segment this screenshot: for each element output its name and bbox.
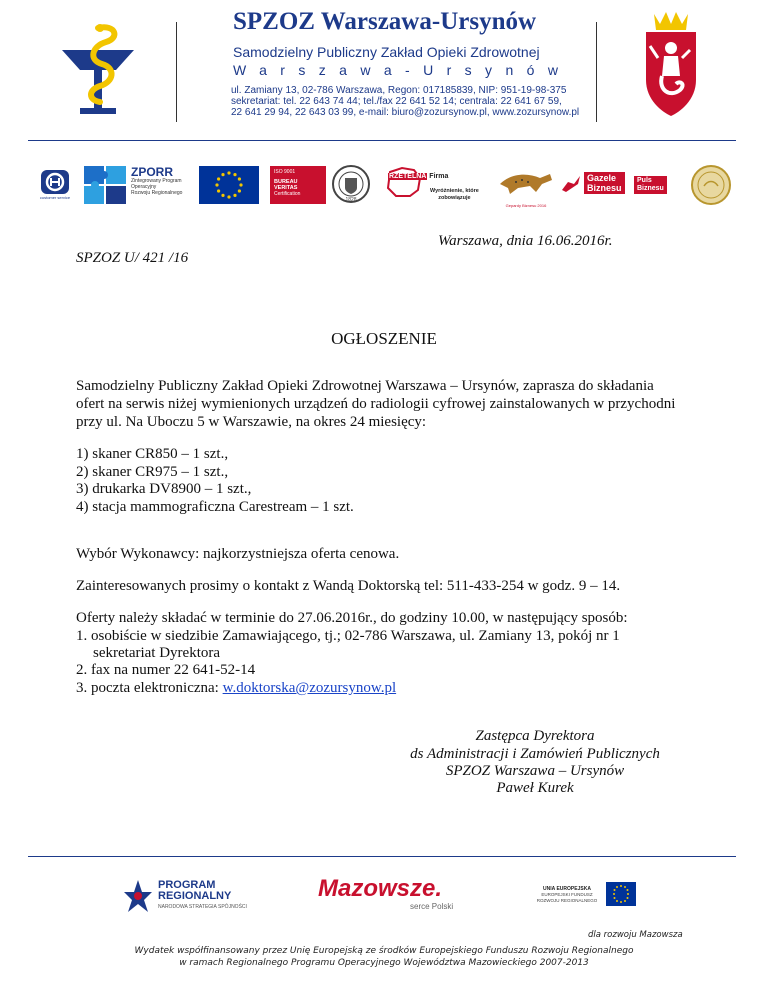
list-item: 3) drukarka DV8900 – 1 szt., [76, 481, 252, 497]
bureau-label: BUREAU VERITAS [274, 179, 298, 191]
signature-title: Zastępca Dyrektora [475, 728, 595, 744]
delivery-way-3-label: 3. poczta elektroniczna: [76, 680, 223, 696]
program-line-3: NARODOWA STRATEGIA SPÓJNOŚCI [158, 904, 247, 910]
puzzle-icon [82, 164, 128, 206]
mazowsze-logo [318, 876, 468, 920]
ue-line-1: UNIA EUROPEJSKA [543, 886, 591, 892]
quality-logo [36, 166, 74, 202]
signature-name: Paweł Kurek [496, 780, 574, 796]
program-regionalny-logo [122, 876, 282, 920]
zporr-title: ZPORR [131, 165, 173, 179]
delivery-way-2: 2. fax na numer 22 641-52-14 [76, 662, 256, 678]
address-line-3: 22 641 29 94, 22 643 03 99, e-mail: biuro@zozursynow.pl, www.zozursynow.pl [231, 107, 580, 118]
poland-map-icon [384, 166, 424, 200]
iso-label: ISO 9001 [274, 169, 296, 175]
signature-org: SPZOZ Warszawa – Ursynów [445, 763, 625, 779]
quality-label: customer service [39, 194, 71, 200]
address-line-2: sekretariat: tel. 22 643 74 44; tel./fax 22 641 52 14; centrala: 22 641 67 59, [231, 96, 562, 107]
intro-line-3: przy ul. Na Uboczu 5 w Warszawie, na okres 24 miesięcy: [76, 414, 427, 430]
gazele-biznesu-logo [560, 172, 674, 198]
selection-criteria: Wybór Wykonawcy: najkorzystniejsza oferta cenowa. [76, 546, 400, 562]
warsaw-coat-of-arms-logo [640, 10, 702, 118]
org-city: Warszawa-Ursynów [233, 62, 572, 78]
offers-intro: Oferty należy składać w terminie do 27.06.2016r., do godziny 10.00, w następujący sposób: [76, 610, 628, 626]
bureau-veritas-logo [270, 166, 326, 204]
bv-year: 1828 [345, 197, 357, 203]
delivery-way-3 [76, 680, 396, 697]
program-line-1: PROGRAM [158, 879, 216, 891]
ue-line-3: ROZWOJU REGIONALNEGO [536, 898, 598, 903]
document-heading: OGŁOSZENIE [331, 329, 437, 348]
contact-info: Zainteresowanych prosimy o kontakt z Wandą Doktorską tel: 511-433-254 w godz. 9 – 14. [76, 578, 621, 594]
rzetelna-label: RZETELNA [389, 173, 427, 180]
gazele-biznesu-label: Biznesu [587, 183, 622, 193]
puls-label: Puls [637, 177, 652, 184]
funding-line-1: Wydatek współfinansowany przez Unię Europejską ze środków Europejskiego Funduszu Rozwoju Regionalnego [134, 946, 634, 956]
cheetah-icon [496, 164, 556, 198]
header-rule [28, 140, 736, 141]
dla-rozwoju-label: dla rozwoju Mazowsza [588, 930, 683, 940]
bureau-veritas-seal-icon [328, 162, 374, 206]
list-item: 2) skaner CR975 – 1 szt., [76, 464, 229, 480]
address-line-1: ul. Zamiany 13, 02-786 Warszawa, Regon: 017185839, NIP: 951-19-98-375 [231, 85, 567, 96]
wyroznienie-line-1: Wyróżnienie, które [430, 188, 479, 194]
mazowsze-label: Mazowsze. [318, 875, 443, 902]
gepard-label: Gepardy Biznesu 2016 [505, 203, 547, 208]
rzetelna-firma-logo [384, 164, 492, 208]
ue-line-2: EUROPEJSKI FUNDUSZ [541, 892, 593, 897]
list-item: 1) skaner CR850 – 1 szt., [76, 446, 229, 462]
ue-logo [532, 882, 672, 916]
zporr-logo [131, 166, 191, 206]
wyroznienie-line-2: zobowiązuje [438, 195, 471, 201]
program-star-icon [122, 876, 154, 916]
email-link[interactable]: w.doktorska@zozursynow.pl [222, 680, 397, 696]
puls-biznesu-label: Biznesu [637, 185, 664, 192]
intro-line-2: ofert na serwis niżej wymienionych urządzeń do radiologii cyfrowej zainstalowanych w przychodni [76, 396, 676, 412]
org-full-name: Samodzielny Publiczny Zakład Opieki Zdrowotnej [233, 44, 540, 60]
document-date: Warszawa, dnia 16.06.2016r. [438, 233, 613, 249]
funding-line-2: w ramach Regionalnego Programu Operacyjnego Województwa Mazowieckiego 2007-2013 [179, 958, 589, 968]
serce-label: serce Polski [410, 902, 454, 911]
eu-flag-icon [199, 166, 259, 204]
gold-medal-icon [690, 164, 732, 206]
list-item: 4) stacja mammograficzna Carestream – 1 szt. [76, 499, 354, 515]
footer-rule [28, 856, 736, 857]
delivery-way-1-cont: sekretariat Dyrektora [93, 645, 221, 661]
bowl-of-hygieia-logo [58, 20, 138, 120]
document-reference: SPZOZ U/ 421 /16 [76, 250, 189, 266]
org-title: SPZOZ Warszawa-Ursynów [233, 8, 537, 35]
program-line-2: REGIONALNY [158, 890, 232, 902]
header-divider-right [596, 22, 597, 122]
zporr-sub-2: Operacyjny [131, 184, 157, 190]
delivery-way-1: 1. osobiście w siedzibie Zamawiającego, tj.; 02-786 Warszawa, ul. Zamiany 13, pokój nr 1 [76, 628, 620, 644]
gazelle-icon [560, 174, 582, 194]
gazele-label: Gazele [587, 173, 617, 183]
signature-department: ds Administracji i Zamówień Publicznych [410, 746, 660, 762]
header-divider-left [176, 22, 177, 122]
zporr-sub-3: Rozwoju Regionalnego [131, 190, 183, 196]
firma-label: Firma [429, 173, 449, 180]
zporr-sub-1: Zintegrowany Program [131, 178, 182, 184]
intro-line-1: Samodzielny Publiczny Zakład Opieki Zdrowotnej Warszawa – Ursynów, zaprasza do składania [76, 378, 654, 394]
cert-label: Certification [274, 191, 301, 197]
footer-eu-flag-icon [606, 882, 636, 906]
gepard-logo [496, 164, 556, 208]
